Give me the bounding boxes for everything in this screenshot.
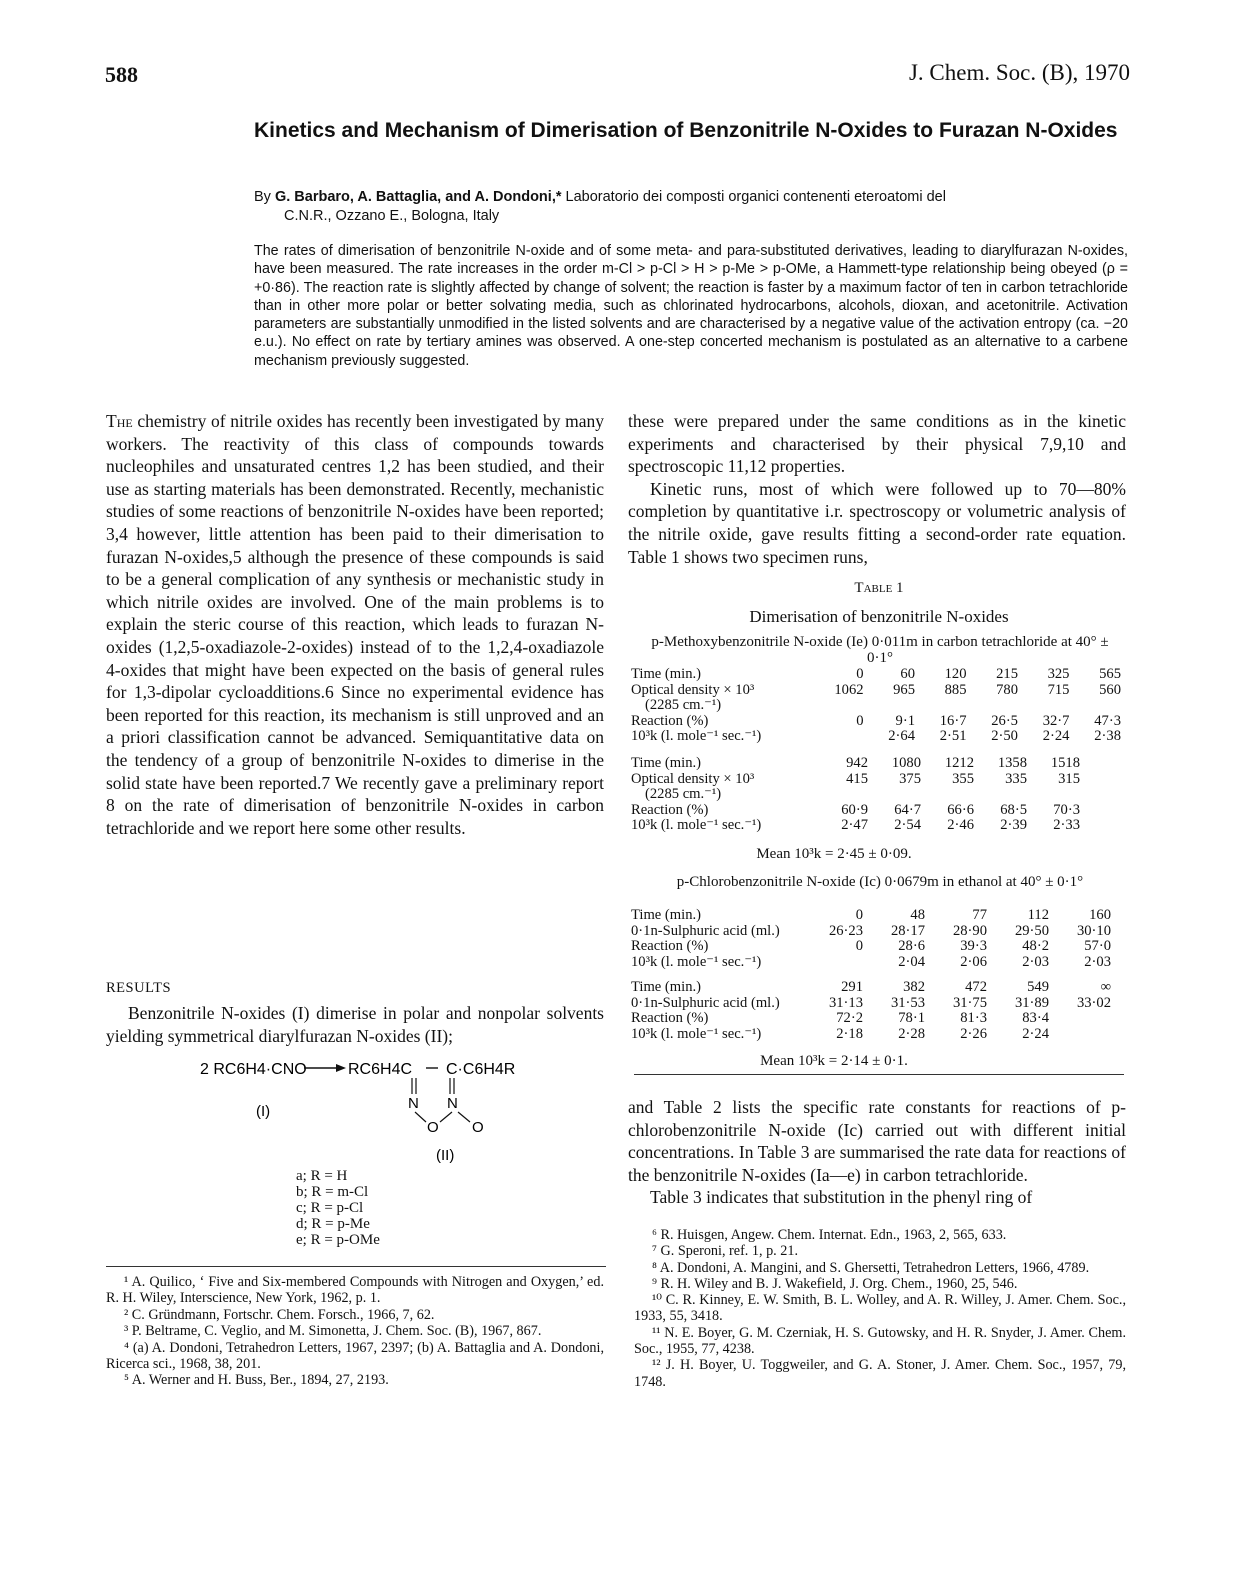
introduction [106, 410, 604, 839]
footnote-7: ⁷ G. Speroni, ref. 1, p. 21. [652, 1243, 799, 1260]
table-title: Dimerisation of benzonitrile N-oxides [749, 607, 1009, 626]
footnote-11: ¹¹ N. E. Boyer, G. M. Czerniak, H. S. Gutowsky, and H. R. Snyder, J. Amer. Chem. Soc., 1955, 77, 4238. [634, 1324, 1126, 1358]
footnotes-left [106, 1274, 604, 1389]
table-cell: 560 [1099, 681, 1121, 698]
table-cell: 215 [996, 666, 1018, 682]
table-cell [812, 698, 864, 714]
table-row-label: 10³k (l. mole⁻¹ sec.⁻¹) [631, 817, 762, 833]
run1-block2-table [631, 756, 1080, 834]
table-row-label: 10³k (l. mole⁻¹ sec.⁻¹) [631, 1025, 762, 1042]
run1-heading: p-Methoxybenzonitrile N-oxide (Ie) 0·011m in carbon tetrachloride at 40° ± 0·1° [651, 634, 1109, 666]
reaction-arrow-head [336, 1064, 346, 1072]
table-cell: ∞ [1100, 979, 1111, 995]
table-row-label: 10³k (l. mole⁻¹ sec.⁻¹) [631, 728, 762, 744]
table-cell: 48 [910, 907, 925, 923]
table-row [631, 924, 1111, 940]
abstract: The rates of dimerisation of benzonitrile N-oxide and of some meta- and para-substituted derivatives, leading to diarylfurazan N-oxides, have been measured. The rate increases in the order m-Cl > p-Cl > H > p-Me > p-OMe, a Hammett-type relationship being obeyed (ρ = +0·86). The reaction rate is slightly affected by change of solvent; the reaction is faster by a maximum factor of ten in carbon tetrachloride than in other more polar or better solvating media, such as chlorinated hydrocarbons, alcohols, dioxan, and acetonitrile. Activation parameters are substantially unmodified in the listed solvents and are characterised by a negative value of the activation entropy (ca. −20 e.u.). No effect on rate by tertiary amines was observed. A one-step concerted mechanism is postulated as an alternative to a carbene mechanism previously suggested. [254, 243, 1128, 369]
table-cell: 81·3 [960, 1010, 987, 1026]
table-cell: 2·33 [1053, 817, 1080, 833]
table-cell [915, 698, 966, 714]
table-row-label: Reaction (%) [631, 1010, 709, 1026]
table-cell: 0 [855, 907, 863, 923]
table-cell: 2·04 [898, 953, 925, 970]
scheme-o-exo: O [472, 1119, 484, 1136]
table-cell: 325 [1047, 666, 1070, 682]
table-row-label: (2285 cm.⁻¹) [645, 697, 722, 713]
table-cell: 78·1 [898, 1010, 925, 1026]
table-cell [801, 955, 863, 971]
run1-block1 [631, 667, 1121, 745]
table-cell: 16·7 [939, 712, 967, 729]
footnote-3: ³ P. Beltrame, C. Veglio, and M. Simonetta, J. Chem. Soc. (B), 1967, 867. [124, 1323, 542, 1340]
footnote-4: ⁴ (a) A. Dondoni, Tetrahedron Letters, 1967, 2397; (b) A. Battaglia and A. Dondoni, Ricerca sci., 1968, 38, 201. [106, 1339, 604, 1373]
table-row [631, 787, 1080, 803]
table-row [631, 996, 1111, 1012]
table-cell: 565 [1099, 666, 1121, 682]
table-cell: 66·6 [947, 801, 974, 818]
table-cell: 60·9 [841, 801, 868, 818]
table-row-label: 0·1n-Sulphuric acid (ml.) [631, 922, 780, 939]
table-cell: 715 [1047, 681, 1070, 698]
table-row [631, 1011, 1111, 1027]
after-table-text [628, 1096, 1126, 1209]
intro-text: chemistry of nitrile oxides has recently been investigated by many workers. The reactivity of this class of compounds towards nucleophiles and unsaturated centres 1,2 has been studied, and their use as starting materials has been demonstrated. Recently, mechanistic studies of some reactions of benzonitrile N-oxides have been reported; 3,4 however, little attention has been paid to their dimerisation to furazan N-oxides,5 although the presence of these compounds is said to be a general complication of any synthesis or mechanistic study in which nitrile oxides are involved. One of the main problems is to explain the steric course of this reaction, which leads to furazan N-oxides (1,2,5-oxadiazole-2-oxides) instead of to the 1,2,4-oxadiazole 4-oxides that might have been expected on the basis of general rules for 1,3-dipolar cycloadditions.6 Since no experimental evidence has been reported for this reaction, its mechanism is still unproved and an a priori classification cannot be advanced. Semiquantitative data on the tendency of a group of benzonitrile N-oxides to dimerise in the solid state have been reported.7 We recently gave a preliminary report 8 on the rate of dimerisation of benzonitrile N-oxides in carbon tetrachloride and we report here some other results. [106, 411, 604, 838]
results-text [106, 1002, 604, 1047]
table-cell [1049, 1011, 1111, 1027]
reaction-scheme [200, 1052, 560, 1167]
table-row [631, 698, 1121, 714]
table-cell: 112 [1027, 907, 1049, 923]
table-cell: 375 [899, 770, 921, 787]
run2-block2-table [631, 980, 1111, 1042]
footnote-6: ⁶ R. Huisgen, Angew. Chem. Internat. Edn., 1963, 2, 565, 633. [652, 1227, 1007, 1243]
table-cell: 0 [855, 938, 863, 954]
page-number: 588 [105, 62, 138, 87]
table-cell: 120 [944, 666, 967, 682]
table-cell: 2·64 [888, 728, 916, 744]
run1-mean: Mean 10³k = 2·45 ± 0·09. [756, 846, 912, 862]
substituent-c: c; R = p-Cl [296, 1200, 364, 1216]
table-cell: 33·02 [1076, 994, 1111, 1011]
table-cell: 68·5 [1000, 801, 1027, 818]
table-row [631, 955, 1111, 971]
footnote-10: ¹⁰ C. R. Kinney, E. W. Smith, B. L. Wolley, and A. R. Willey, J. Amer. Chem. Soc., 1933, 55, 3418. [634, 1292, 1126, 1325]
table-row [631, 803, 1080, 819]
table-cell [974, 787, 1027, 803]
table-cell: 2·46 [947, 817, 974, 833]
table-cell: 39·3 [960, 938, 987, 954]
table-cell: 72·2 [836, 1010, 863, 1026]
table-cell: 335 [1005, 770, 1027, 787]
table-cell [1027, 787, 1080, 803]
run1-block1-table [631, 667, 1121, 745]
table-cell: 1518 [1050, 755, 1080, 771]
affiliation-line-2: C.N.R., Ozzano E., Bologna, Italy [284, 208, 500, 224]
table-row [631, 772, 1080, 788]
table-cell: 28·90 [952, 922, 987, 939]
footnote-2: ² C. Gründmann, Fortschr. Chem. Forsch., 1966, 7, 62. [124, 1306, 435, 1323]
table-cell [812, 729, 864, 745]
substituent-a: a; R = H [296, 1168, 348, 1184]
table-cell: 2·38 [1094, 728, 1121, 744]
table-cell: 2·24 [1042, 728, 1070, 744]
table-cell: 1080 [891, 755, 921, 771]
table-cell: 2·03 [1084, 953, 1111, 970]
run2-block1-table [631, 908, 1111, 970]
table-cell: 2·39 [1000, 817, 1027, 833]
table-cell: 31·75 [952, 994, 987, 1011]
run1-block2 [631, 756, 1121, 834]
table-row-label: Reaction (%) [631, 938, 709, 954]
table-cell: 28·17 [890, 922, 925, 939]
table-cell: 2·18 [836, 1025, 863, 1042]
scheme-product-left: RC6H4C [348, 1061, 413, 1078]
table-cell: 0 [856, 712, 864, 729]
table-cell [921, 787, 974, 803]
table-cell: 382 [903, 979, 925, 995]
scheme-n-left: N [408, 1095, 419, 1112]
table-cell: 415 [846, 770, 868, 787]
scheme-label-ii: (II) [436, 1147, 455, 1164]
table-cell: 1062 [834, 681, 864, 698]
right-paragraph-1: these were prepared under the same conditions as in the kinetic experiments and characterised by their physical 7,9,10 and spectroscopic 11,12 properties. [628, 411, 1126, 477]
substituent-e: e; R = p-OMe [296, 1232, 380, 1248]
table-cell: 28·6 [898, 938, 925, 954]
table-cell: 315 [1058, 770, 1080, 787]
footnotes-right [634, 1227, 1126, 1390]
table-cell: 160 [1089, 907, 1111, 923]
results-paragraph: Benzonitrile N-oxides (I) dimerise in polar and nonpolar solvents yielding symmetrical diarylfurazan N-oxides (II); [106, 1003, 604, 1046]
table-row-label: 10³k (l. mole⁻¹ sec.⁻¹) [631, 953, 762, 970]
table-row-label: Reaction (%) [631, 801, 709, 818]
results-heading: RESULTS [106, 980, 172, 996]
affiliation-line-1: Laboratorio dei composti organici contenenti eteroatomi del [561, 189, 946, 205]
table-cell: 31·89 [1014, 994, 1049, 1011]
table-cell: 2·28 [898, 1025, 925, 1042]
after-paragraph-1: and Table 2 lists the specific rate constants for reactions of p-chlorobenzonitrile N-oxide (Ic) carried out with different initial concentrations. In Table 3 are summarised the rate data for reactions of the benzonitrile N-oxides (Ia—e) in carbon tetrachloride. [628, 1097, 1126, 1185]
table-cell: 48·2 [1022, 938, 1049, 954]
table-row [631, 714, 1121, 730]
table-cell: 1358 [997, 755, 1027, 771]
table-caption [634, 580, 1124, 597]
substituent-b: b; R = m-Cl [296, 1184, 369, 1200]
table-cell: 70·3 [1053, 801, 1080, 818]
run2-block1 [631, 908, 1121, 970]
table-cell: 2·03 [1022, 953, 1049, 970]
table-cell: 885 [944, 681, 967, 698]
table-cell: 2·47 [841, 817, 868, 833]
journal-header: J. Chem. Soc. (B), 1970 [908, 60, 1130, 85]
table-cell: 57·0 [1084, 938, 1111, 954]
right-column-text [628, 410, 1126, 568]
run2-heading: p-Chlorobenzonitrile N-oxide (Ic) 0·0679m in ethanol at 40° ± 0·1° [676, 874, 1084, 890]
table-cell: 29·50 [1014, 922, 1049, 939]
table-cell [868, 787, 921, 803]
scheme-reactant: 2 RC6H4·CNO [200, 1061, 307, 1078]
reaction-scheme-svg [200, 1052, 560, 1167]
after-paragraph-2: Table 3 indicates that substitution in the phenyl ring of [650, 1187, 1033, 1208]
table-row-label: Time (min.) [631, 755, 702, 771]
table-cell: 26·5 [991, 712, 1018, 729]
substituent-d: d; R = p-Me [296, 1216, 370, 1232]
table-row [631, 818, 1080, 834]
table-row-label: Time (min.) [631, 907, 702, 923]
table-cell [815, 787, 868, 803]
table-row [631, 939, 1111, 955]
article-title: Kinetics and Mechanism of Dimerisation of Benzonitrile N-Oxides to Furazan N-Oxides [254, 119, 1118, 142]
table-cell: 965 [893, 681, 916, 698]
table-row [631, 667, 1121, 683]
table-cell: 291 [841, 979, 863, 995]
table-cell: 355 [952, 770, 974, 787]
table-row [631, 729, 1121, 745]
table-cell: 64·7 [894, 801, 921, 818]
table-cell: 2·54 [894, 817, 921, 833]
scheme-n-right: N [447, 1095, 458, 1112]
scheme-o-ring: O [427, 1119, 439, 1136]
run2-mean: Mean 10³k = 2·14 ± 0·1. [760, 1053, 908, 1069]
table-cell [967, 698, 1018, 714]
table-cell [1018, 698, 1069, 714]
footnote-5: ⁵ A. Werner and H. Buss, Ber., 1894, 27, 2193. [124, 1372, 389, 1389]
table-cell: 83·4 [1022, 1010, 1049, 1026]
footnote-1: ¹ A. Quilico, ‘ Five and Six-membered Compounds with Nitrogen and Oxygen,’ ed. R. H. Wiley, Interscience, New York, 1962, p. 1. [106, 1274, 604, 1307]
table-row-label: Time (min.) [631, 979, 702, 995]
table-cell: 32·7 [1042, 712, 1070, 729]
authors-prefix: By [254, 189, 275, 205]
table-cell: 0 [856, 666, 864, 682]
table-row [631, 980, 1111, 996]
intro-lead: The [106, 411, 133, 431]
table-row-label: Optical density × 10³ [631, 770, 755, 787]
table-row [631, 756, 1080, 772]
table-cell: 30·10 [1076, 922, 1111, 939]
table-cell: 1212 [944, 755, 974, 771]
table-row-label: (2285 cm.⁻¹) [645, 786, 722, 802]
table-row-label: Time (min.) [631, 666, 702, 682]
footnote-12: ¹² J. H. Boyer, U. Toggweiler, and G. A. Stoner, J. Amer. Chem. Soc., 1957, 79, 1748. [634, 1357, 1126, 1390]
table-cell: 2·50 [991, 728, 1018, 744]
table-cell: 2·51 [939, 728, 967, 744]
table-cell: 31·13 [828, 994, 863, 1011]
table-row-label: Optical density × 10³ [631, 681, 755, 698]
right-paragraph-2: Kinetic runs, most of which were followed up to 70—80% completion by quantitative i.r. spectroscopy or volumetric analysis of the nitrile oxide, gave results fitting a second-order rate equation. Table 1 shows two specimen runs, [628, 478, 1126, 567]
table-cell: 77 [972, 907, 987, 923]
table-cell: 2·24 [1022, 1025, 1049, 1042]
footnote-9: ⁹ R. H. Wiley and B. J. Wakefield, J. Org. Chem., 1960, 25, 546. [652, 1275, 1018, 1292]
footnote-8: ⁸ A. Dondoni, A. Mangini, and S. Ghersetti, Tetrahedron Letters, 1966, 4789. [652, 1259, 1090, 1276]
footnote-divider-left [106, 1266, 606, 1267]
table-cell: 26·23 [828, 922, 863, 939]
table-cell [864, 698, 915, 714]
table-row-label: 0·1n-Sulphuric acid (ml.) [631, 994, 780, 1011]
table-cell: 780 [996, 681, 1018, 698]
author-names: G. Barbaro, A. Battaglia, and A. Dondoni,* [274, 189, 562, 205]
table-row [631, 908, 1111, 924]
table-row [631, 683, 1121, 699]
table-cell: 472 [965, 979, 987, 995]
table-cell: 2·26 [960, 1025, 987, 1042]
table-cell [1069, 698, 1121, 714]
table-row-label: Reaction (%) [631, 712, 709, 729]
scheme-product-right: C·C6H4R [446, 1061, 516, 1078]
table-cell: 9·1 [895, 712, 916, 729]
table-cell: 60 [900, 666, 916, 682]
scheme-label-i: (I) [256, 1103, 271, 1120]
table-cell: 47·3 [1094, 712, 1121, 729]
table-cell: 549 [1027, 979, 1049, 995]
author-block [254, 188, 1134, 226]
table-row [631, 1027, 1111, 1043]
table-cell [1049, 1027, 1111, 1043]
table-caption-text: Table 1 [854, 580, 904, 596]
table-end-rule [634, 1074, 1124, 1075]
substituent-list [296, 1168, 380, 1248]
table-cell: 2·06 [960, 953, 987, 970]
run2-block2 [631, 980, 1121, 1042]
table-cell: 31·53 [890, 994, 925, 1011]
table-cell: 942 [846, 755, 868, 771]
